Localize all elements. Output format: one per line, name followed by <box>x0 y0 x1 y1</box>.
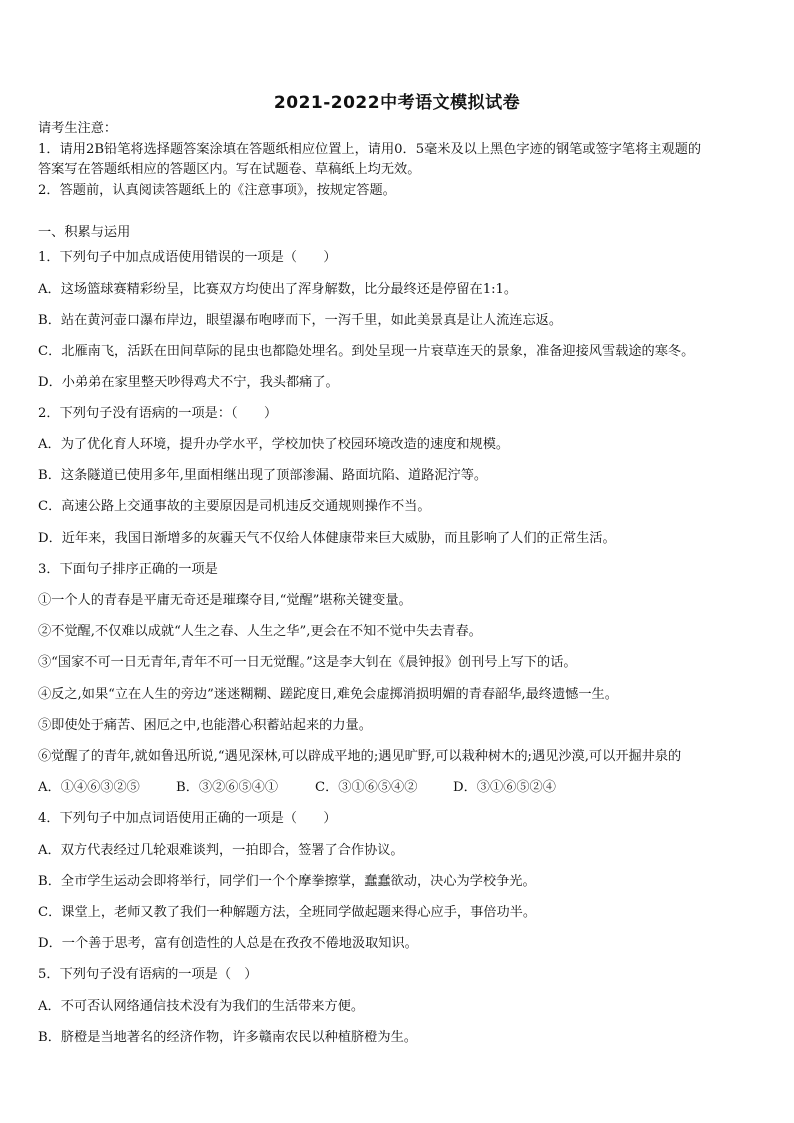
q5-option-b: B．脐橙是当地著名的经济作物，许多赣南农民以种植脐橙为生。 <box>38 1030 417 1045</box>
q4-option-d: D．一个善于思考，富有创造性的人总是在孜孜不倦地汲取知识。 <box>38 936 418 951</box>
q3-sentence-2: ②不觉醒,不仅难以成就“人生之春、人生之华”,更会在不知不觉中失去青春。 <box>38 624 482 639</box>
q4-option-b: B．全市学生运动会即将举行，同学们一个个摩拳擦掌，蠢蠢欲动，决心为学校争光。 <box>38 874 536 889</box>
q3-option-d: D．③①⑥⑤②④ <box>453 780 556 795</box>
q4-option-a: A．双方代表经过几轮艰难谈判，一拍即合，签署了合作协议。 <box>38 843 404 858</box>
q2-option-c: C．高速公路上交通事故的主要原因是司机违反交通规则操作不当。 <box>38 499 431 514</box>
q1-option-d: D．小弟弟在家里整天吵得鸡犬不宁，我头都痛了。 <box>38 375 339 390</box>
exam-title: 2021-2022中考语文模拟试卷 <box>273 93 521 113</box>
q2-option-b: B．这条隧道已使用多年,里面相继出现了顶部渗漏、路面坑陷、道路泥泞等。 <box>38 468 488 483</box>
notice-item-1-line-1: 1．请用2B铅笔将选择题答案涂填在答题纸相应位置上，请用0．5毫米及以上黑色字迹的钢笔或签字笔将主观题的 <box>38 142 702 157</box>
q2-stem: 2．下列句子没有语病的一项是：（ ） <box>38 406 278 421</box>
q3-sentence-1: ①一个人的青春是平庸无奇还是璀璨夺目,“觉醒”堪称关键变量。 <box>38 593 412 608</box>
q5-stem: 5．下列句子没有语病的一项是（ ） <box>38 967 258 982</box>
q2-option-a: A．为了优化育人环境，提升办学水平，学校加快了校园环境改造的速度和规模。 <box>38 437 510 452</box>
q3-sentence-5: ⑤即使处于痛苦、困厄之中,也能潜心积蓄站起来的力量。 <box>38 718 372 733</box>
q3-options <box>38 779 768 797</box>
section-heading: 一、积累与运用 <box>38 225 131 240</box>
q4-option-c: C．课堂上，老师又教了我们一种解题方法，全班同学做起题来得心应手，事倍功半。 <box>38 905 537 920</box>
q3-stem: 3．下面句子排序正确的一项是 <box>38 562 218 577</box>
q3-sentence-3: ③“国家不可一日无青年,青年不可一日无觉醒。”这是李大钊在《晨钟报》创刊号上写下的话。 <box>38 655 577 670</box>
q1-stem: 1．下列句子中加点成语使用错误的一项是（ ） <box>38 250 337 265</box>
q3-sentence-6: ⑥觉醒了的青年,就如鲁迅所说,“遇见深林,可以辟成平地的;遇见旷野,可以栽种树木的;遇见沙漠,可以开掘井泉的 <box>38 749 682 764</box>
q3-sentence-4: ④反之,如果“立在人生的旁边”迷迷糊糊、蹉跎度日,难免会虚掷消损明媚的青春韶华,最终遗憾一生。 <box>38 687 618 702</box>
q1-option-c: C．北雁南飞，活跃在田间草际的昆虫也都隐处埋名。到处呈现一片衰草连天的景象，准备迎接风雪载途的寒冬。 <box>38 344 695 359</box>
q5-option-a: A．不可否认网络通信技术没有为我们的生活带来方便。 <box>38 999 365 1014</box>
q3-option-b: B．③②⑥⑤④① <box>176 780 279 795</box>
q1-option-b: B．站在黄河壶口瀑布岸边，眼望瀑布咆哮而下，一泻千里，如此美景真是让人流连忘返。 <box>38 313 562 328</box>
notice-heading: 请考生注意： <box>38 121 118 136</box>
notice-item-1-line-2: 答案写在答题纸相应的答题区内。写在试题卷、草稿纸上均无效。 <box>38 162 421 177</box>
q1-option-a: A．这场篮球赛精彩纷呈，比赛双方均使出了浑身解数，比分最终还是停留在1:1。 <box>38 282 518 297</box>
q4-stem: 4．下列句子中加点词语使用正确的一项是（ ） <box>38 811 337 826</box>
q3-option-c: C．③①⑥⑤④② <box>315 780 418 795</box>
q3-option-a: A．①④⑥③②⑤ <box>38 780 140 795</box>
notice-item-2: 2．答题前，认真阅读答题纸上的《注意事项》，按规定答题。 <box>38 183 396 198</box>
q2-option-d: D．近年来，我国日渐增多的灰霾天气不仅给人体健康带来巨大威胁，而且影响了人们的正常生活。 <box>38 531 616 546</box>
